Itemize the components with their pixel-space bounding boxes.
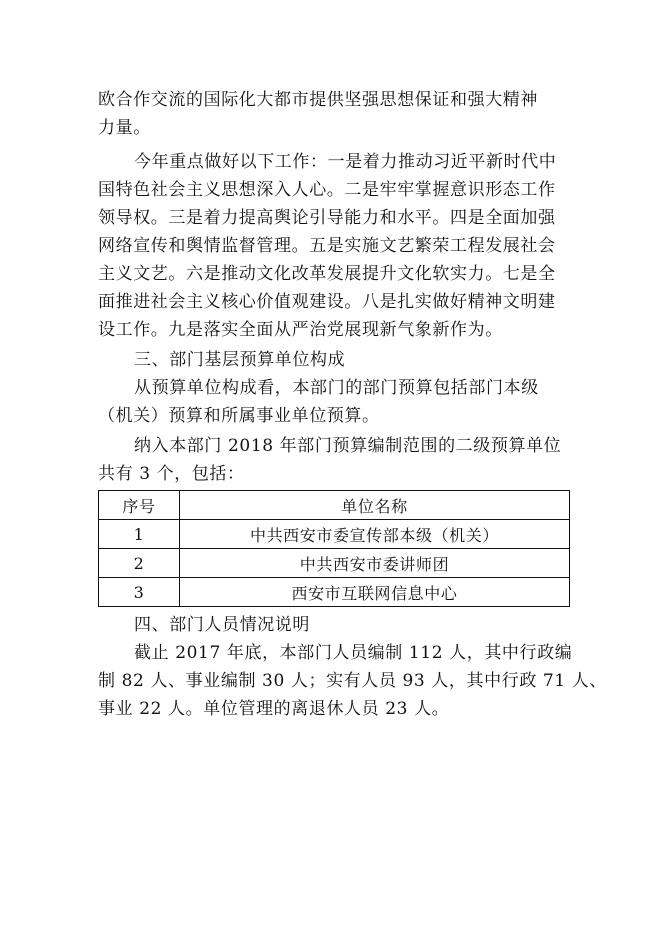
tasks-paragraph-line: 网络宣传和舆情监督管理。五是实施文艺繁荣工程发展社会	[98, 236, 556, 256]
section-3-para2-line: 纳入本部门 2018 年部门预算编制范围的二级预算单位	[134, 436, 562, 456]
tasks-paragraph-line: 设工作。九是落实全面从严治党展现新气象新作为。	[98, 320, 503, 340]
table-cell-unit-name: 西安市互联网信息中心	[180, 578, 570, 607]
table-header-row	[99, 491, 570, 520]
table-cell-seq: 1	[99, 520, 180, 549]
budget-units-table	[98, 490, 570, 607]
table-row	[99, 549, 570, 578]
table-cell-seq: 3	[99, 578, 180, 607]
tasks-paragraph-line: 今年重点做好以下工作：一是着力推动习近平新时代中	[134, 152, 557, 172]
table-header-seq: 序号	[99, 491, 180, 520]
tasks-paragraph-line: 领导权。三是着力提高舆论引导能力和水平。四是全面加强	[98, 208, 556, 228]
section-3-para1-line: 从预算单位构成看，本部门的部门预算包括部门本级	[134, 378, 539, 398]
table-cell-unit-name: 中共西安市委宣传部本级（机关）	[180, 520, 570, 549]
section-3-para2-line: 共有 3 个，包括：	[98, 464, 245, 484]
paragraph-continued-line: 力量。	[98, 118, 151, 138]
tasks-paragraph-line: 国特色社会主义思想深入人心。二是牢牢掌握意识形态工作	[98, 180, 556, 200]
table-cell-unit-name: 中共西安市委讲师团	[180, 549, 570, 578]
table-row	[99, 520, 570, 549]
section-4-para-line: 截止 2017 年底，本部门人员编制 112 人，其中行政编	[134, 643, 573, 663]
table-row	[99, 578, 570, 607]
section-3-para1-line: （机关）预算和所属事业单位预算。	[98, 406, 380, 426]
section-4-para-line: 事业 22 人。单位管理的离退休人员 23 人。	[98, 699, 450, 719]
section-3-heading: 三、部门基层预算单位构成	[134, 350, 346, 370]
tasks-paragraph-line: 主义文艺。六是推动文化改革发展提升文化软实力。七是全	[98, 264, 556, 284]
document-page	[98, 86, 607, 723]
section-4-heading: 四、部门人员情况说明	[134, 615, 310, 635]
tasks-paragraph-line: 面推进社会主义核心价值观建设。八是扎实做好精神文明建	[98, 292, 556, 312]
paragraph-continued-line: 欧合作交流的国际化大都市提供坚强思想保证和强大精神	[98, 90, 538, 110]
table-cell-seq: 2	[99, 549, 180, 578]
table-header-unit-name: 单位名称	[180, 491, 570, 520]
section-4-para-line: 制 82 人、事业编制 30 人；实有人员 93 人，其中行政 71 人、	[98, 671, 607, 691]
